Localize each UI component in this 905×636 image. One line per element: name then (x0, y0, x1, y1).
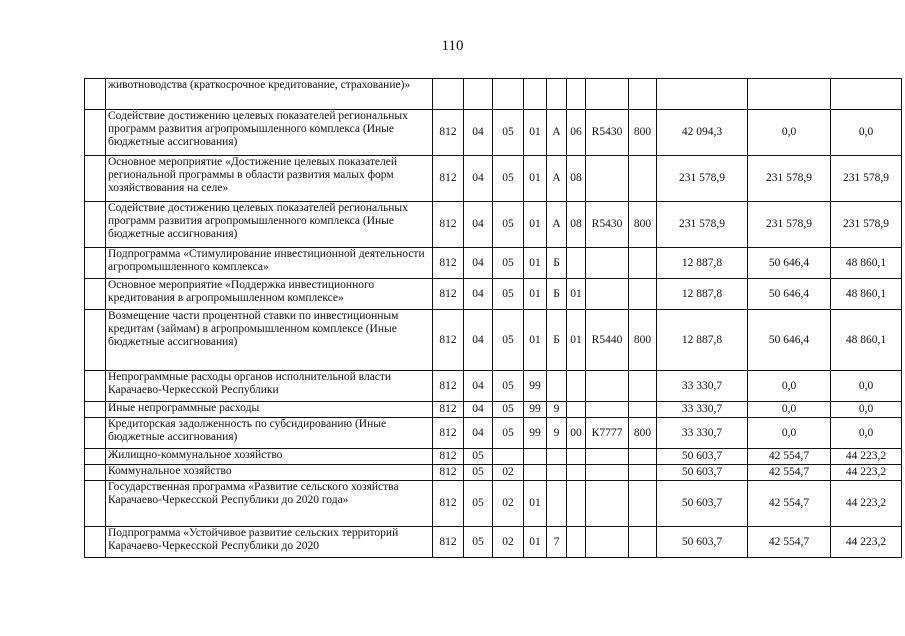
amount-year2-cell: 50 646,4 (748, 310, 831, 371)
code-subprogram-cell (547, 371, 567, 402)
budget-table (84, 78, 902, 558)
code-ved-cell: 812 (433, 248, 464, 279)
item-name-cell: Непрограммные расходы органов исполнительной власти Карачаево-Черкесской Республики (106, 371, 433, 402)
code-ved-cell: 812 (433, 310, 464, 371)
amount-year1-cell: 12 887,8 (657, 248, 748, 279)
indent-cell (85, 465, 106, 481)
item-name-cell: Содействие достижению целевых показателей региональных программ развития агропромышленного комплекса (Иные бюджетные ассигнования) (106, 110, 433, 156)
code-razdel-cell: 05 (464, 481, 493, 527)
item-name-cell: Государственная программа «Развитие сельского хозяйства Карачаево-Черкесской Республики до 2020 года» (106, 481, 433, 527)
amount-year3-cell: 0,0 (831, 110, 902, 156)
code-podrazdel-cell: 05 (493, 418, 524, 449)
code-event-cell (567, 371, 586, 402)
amount-year3-cell: 44 223,2 (831, 465, 902, 481)
code-expense-type-cell (629, 156, 657, 202)
code-podrazdel-cell (493, 449, 524, 465)
amount-year2-cell: 0,0 (748, 371, 831, 402)
indent-cell (85, 449, 106, 465)
code-razdel-cell: 04 (464, 371, 493, 402)
code-event-cell (567, 79, 586, 110)
item-name-cell: животноводства (краткосрочное кредитование, страхование)» (106, 79, 433, 110)
table-row (85, 481, 902, 527)
amount-year3-cell: 48 860,1 (831, 279, 902, 310)
code-podrazdel-cell: 02 (493, 527, 524, 558)
item-name-cell: Основное мероприятие «Поддержка инвестиционного кредитования в агропромышленном комплексе» (106, 279, 433, 310)
amount-year1-cell: 231 578,9 (657, 202, 748, 248)
table-row (85, 418, 902, 449)
code-expense-type-cell (629, 279, 657, 310)
table-row (85, 465, 902, 481)
amount-year2-cell: 42 554,7 (748, 465, 831, 481)
code-event-cell: 08 (567, 156, 586, 202)
item-name-cell: Подпрограмма «Стимулирование инвестиционной деятельности агропромышленного комплекса» (106, 248, 433, 279)
code-program-cell: 01 (524, 110, 547, 156)
indent-cell (85, 310, 106, 371)
code-subprogram-cell (547, 481, 567, 527)
code-direction-cell (586, 527, 629, 558)
amount-year3-cell (831, 79, 902, 110)
code-expense-type-cell: 800 (629, 418, 657, 449)
amount-year1-cell: 50 603,7 (657, 449, 748, 465)
indent-cell (85, 202, 106, 248)
item-name-cell: Иные непрограммные расходы (106, 402, 433, 418)
amount-year1-cell: 33 330,7 (657, 371, 748, 402)
code-subprogram-cell (547, 79, 567, 110)
code-event-cell (567, 402, 586, 418)
code-podrazdel-cell (493, 79, 524, 110)
amount-year2-cell: 0,0 (748, 418, 831, 449)
code-direction-cell (586, 79, 629, 110)
code-program-cell: 01 (524, 202, 547, 248)
code-direction-cell (586, 371, 629, 402)
amount-year3-cell: 0,0 (831, 418, 902, 449)
code-podrazdel-cell: 05 (493, 310, 524, 371)
code-subprogram-cell: 7 (547, 527, 567, 558)
table-row (85, 110, 902, 156)
code-ved-cell: 812 (433, 279, 464, 310)
amount-year2-cell: 231 578,9 (748, 156, 831, 202)
code-ved-cell: 812 (433, 110, 464, 156)
code-event-cell (567, 248, 586, 279)
code-program-cell (524, 79, 547, 110)
code-expense-type-cell (629, 79, 657, 110)
table-body (85, 79, 902, 558)
amount-year3-cell: 231 578,9 (831, 156, 902, 202)
code-program-cell: 01 (524, 481, 547, 527)
item-name-cell: Возмещение части процентной ставки по инвестиционным кредитам (займам) в агропромышленном комплексе (Иные бюджетные ассигнования) (106, 310, 433, 371)
code-expense-type-cell (629, 371, 657, 402)
table-row (85, 248, 902, 279)
code-razdel-cell: 04 (464, 248, 493, 279)
code-ved-cell: 812 (433, 418, 464, 449)
code-subprogram-cell: А (547, 156, 567, 202)
code-event-cell (567, 465, 586, 481)
code-direction-cell (586, 481, 629, 527)
code-razdel-cell: 04 (464, 279, 493, 310)
table-row (85, 527, 902, 558)
item-name-cell: Подпрограмма «Устойчивое развитие сельских территорий Карачаево-Черкесской Республики до 2020 (106, 527, 433, 558)
code-subprogram-cell: Б (547, 248, 567, 279)
amount-year2-cell: 0,0 (748, 110, 831, 156)
amount-year2-cell: 0,0 (748, 402, 831, 418)
code-expense-type-cell (629, 481, 657, 527)
code-ved-cell: 812 (433, 202, 464, 248)
code-subprogram-cell (547, 465, 567, 481)
amount-year3-cell: 44 223,2 (831, 449, 902, 465)
code-direction-cell (586, 449, 629, 465)
code-razdel-cell: 04 (464, 202, 493, 248)
code-subprogram-cell: А (547, 202, 567, 248)
page-number: 110 (441, 38, 464, 54)
item-name-cell: Основное мероприятие «Достижение целевых показателей региональной программы в области развития малых форм хозяйствования на селе» (106, 156, 433, 202)
code-direction-cell (586, 279, 629, 310)
table-row (85, 310, 902, 371)
amount-year2-cell: 231 578,9 (748, 202, 831, 248)
indent-cell (85, 110, 106, 156)
code-direction-cell (586, 465, 629, 481)
code-podrazdel-cell: 05 (493, 402, 524, 418)
indent-cell (85, 527, 106, 558)
code-program-cell: 01 (524, 310, 547, 371)
code-expense-type-cell: 800 (629, 110, 657, 156)
table-row (85, 371, 902, 402)
code-razdel-cell (464, 79, 493, 110)
item-name-cell: Кредиторская задолженность по субсидированию (Иные бюджетные ассигнования) (106, 418, 433, 449)
amount-year2-cell: 42 554,7 (748, 527, 831, 558)
indent-cell (85, 156, 106, 202)
amount-year1-cell: 50 603,7 (657, 481, 748, 527)
indent-cell (85, 418, 106, 449)
code-subprogram-cell: 9 (547, 418, 567, 449)
code-razdel-cell: 04 (464, 110, 493, 156)
item-name-cell: Жилищно-коммунальное хозяйство (106, 449, 433, 465)
code-program-cell: 01 (524, 527, 547, 558)
code-direction-cell (586, 402, 629, 418)
code-podrazdel-cell: 05 (493, 110, 524, 156)
code-razdel-cell: 05 (464, 465, 493, 481)
code-razdel-cell: 04 (464, 402, 493, 418)
code-podrazdel-cell: 05 (493, 279, 524, 310)
indent-cell (85, 402, 106, 418)
code-ved-cell: 812 (433, 402, 464, 418)
amount-year1-cell (657, 79, 748, 110)
code-podrazdel-cell: 05 (493, 248, 524, 279)
code-podrazdel-cell: 05 (493, 156, 524, 202)
amount-year1-cell: 12 887,8 (657, 279, 748, 310)
code-program-cell: 01 (524, 279, 547, 310)
code-program-cell (524, 465, 547, 481)
table-row (85, 402, 902, 418)
indent-cell (85, 248, 106, 279)
amount-year3-cell: 231 578,9 (831, 202, 902, 248)
table-row (85, 449, 902, 465)
amount-year3-cell: 0,0 (831, 371, 902, 402)
code-event-cell (567, 449, 586, 465)
code-expense-type-cell (629, 465, 657, 481)
amount-year1-cell: 33 330,7 (657, 402, 748, 418)
code-direction-cell (586, 156, 629, 202)
code-ved-cell: 812 (433, 481, 464, 527)
amount-year1-cell: 231 578,9 (657, 156, 748, 202)
code-podrazdel-cell: 05 (493, 202, 524, 248)
table-row (85, 79, 902, 110)
code-event-cell: 06 (567, 110, 586, 156)
code-ved-cell: 812 (433, 527, 464, 558)
code-razdel-cell: 04 (464, 418, 493, 449)
code-ved-cell: 812 (433, 449, 464, 465)
code-razdel-cell: 04 (464, 156, 493, 202)
table-row (85, 156, 902, 202)
table-row (85, 279, 902, 310)
amount-year2-cell: 50 646,4 (748, 279, 831, 310)
code-direction-cell (586, 248, 629, 279)
code-direction-cell: R5440 (586, 310, 629, 371)
code-direction-cell: К7777 (586, 418, 629, 449)
code-ved-cell (433, 79, 464, 110)
code-expense-type-cell (629, 248, 657, 279)
amount-year1-cell: 50 603,7 (657, 527, 748, 558)
indent-cell (85, 79, 106, 110)
code-ved-cell: 812 (433, 465, 464, 481)
code-subprogram-cell: Б (547, 279, 567, 310)
amount-year3-cell: 0,0 (831, 402, 902, 418)
amount-year3-cell: 44 223,2 (831, 481, 902, 527)
amount-year2-cell: 42 554,7 (748, 449, 831, 465)
code-event-cell: 00 (567, 418, 586, 449)
code-program-cell: 99 (524, 402, 547, 418)
amount-year2-cell (748, 79, 831, 110)
code-ved-cell: 812 (433, 156, 464, 202)
code-direction-cell: R5430 (586, 202, 629, 248)
code-program-cell: 01 (524, 156, 547, 202)
amount-year3-cell: 44 223,2 (831, 527, 902, 558)
amount-year1-cell: 12 887,8 (657, 310, 748, 371)
code-expense-type-cell (629, 402, 657, 418)
code-podrazdel-cell: 02 (493, 465, 524, 481)
table-row (85, 202, 902, 248)
code-program-cell: 99 (524, 371, 547, 402)
code-podrazdel-cell: 02 (493, 481, 524, 527)
code-expense-type-cell: 800 (629, 310, 657, 371)
item-name-cell: Содействие достижению целевых показателей региональных программ развития агропромышленного комплекса (Иные бюджетные ассигнования) (106, 202, 433, 248)
code-event-cell (567, 481, 586, 527)
amount-year1-cell: 42 094,3 (657, 110, 748, 156)
code-program-cell (524, 449, 547, 465)
code-razdel-cell: 05 (464, 449, 493, 465)
amount-year2-cell: 42 554,7 (748, 481, 831, 527)
code-direction-cell: R5430 (586, 110, 629, 156)
code-subprogram-cell: А (547, 110, 567, 156)
code-podrazdel-cell: 05 (493, 371, 524, 402)
code-expense-type-cell (629, 527, 657, 558)
amount-year3-cell: 48 860,1 (831, 248, 902, 279)
code-razdel-cell: 05 (464, 527, 493, 558)
indent-cell (85, 371, 106, 402)
code-subprogram-cell: Б (547, 310, 567, 371)
code-subprogram-cell (547, 449, 567, 465)
code-expense-type-cell (629, 449, 657, 465)
code-program-cell: 99 (524, 418, 547, 449)
indent-cell (85, 279, 106, 310)
amount-year3-cell: 48 860,1 (831, 310, 902, 371)
code-event-cell: 01 (567, 279, 586, 310)
code-program-cell: 01 (524, 248, 547, 279)
code-event-cell (567, 527, 586, 558)
amount-year1-cell: 33 330,7 (657, 418, 748, 449)
indent-cell (85, 481, 106, 527)
code-razdel-cell: 04 (464, 310, 493, 371)
code-ved-cell: 812 (433, 371, 464, 402)
code-expense-type-cell: 800 (629, 202, 657, 248)
code-event-cell: 08 (567, 202, 586, 248)
amount-year1-cell: 50 603,7 (657, 465, 748, 481)
item-name-cell: Коммунальное хозяйство (106, 465, 433, 481)
code-event-cell: 01 (567, 310, 586, 371)
amount-year2-cell: 50 646,4 (748, 248, 831, 279)
code-subprogram-cell: 9 (547, 402, 567, 418)
